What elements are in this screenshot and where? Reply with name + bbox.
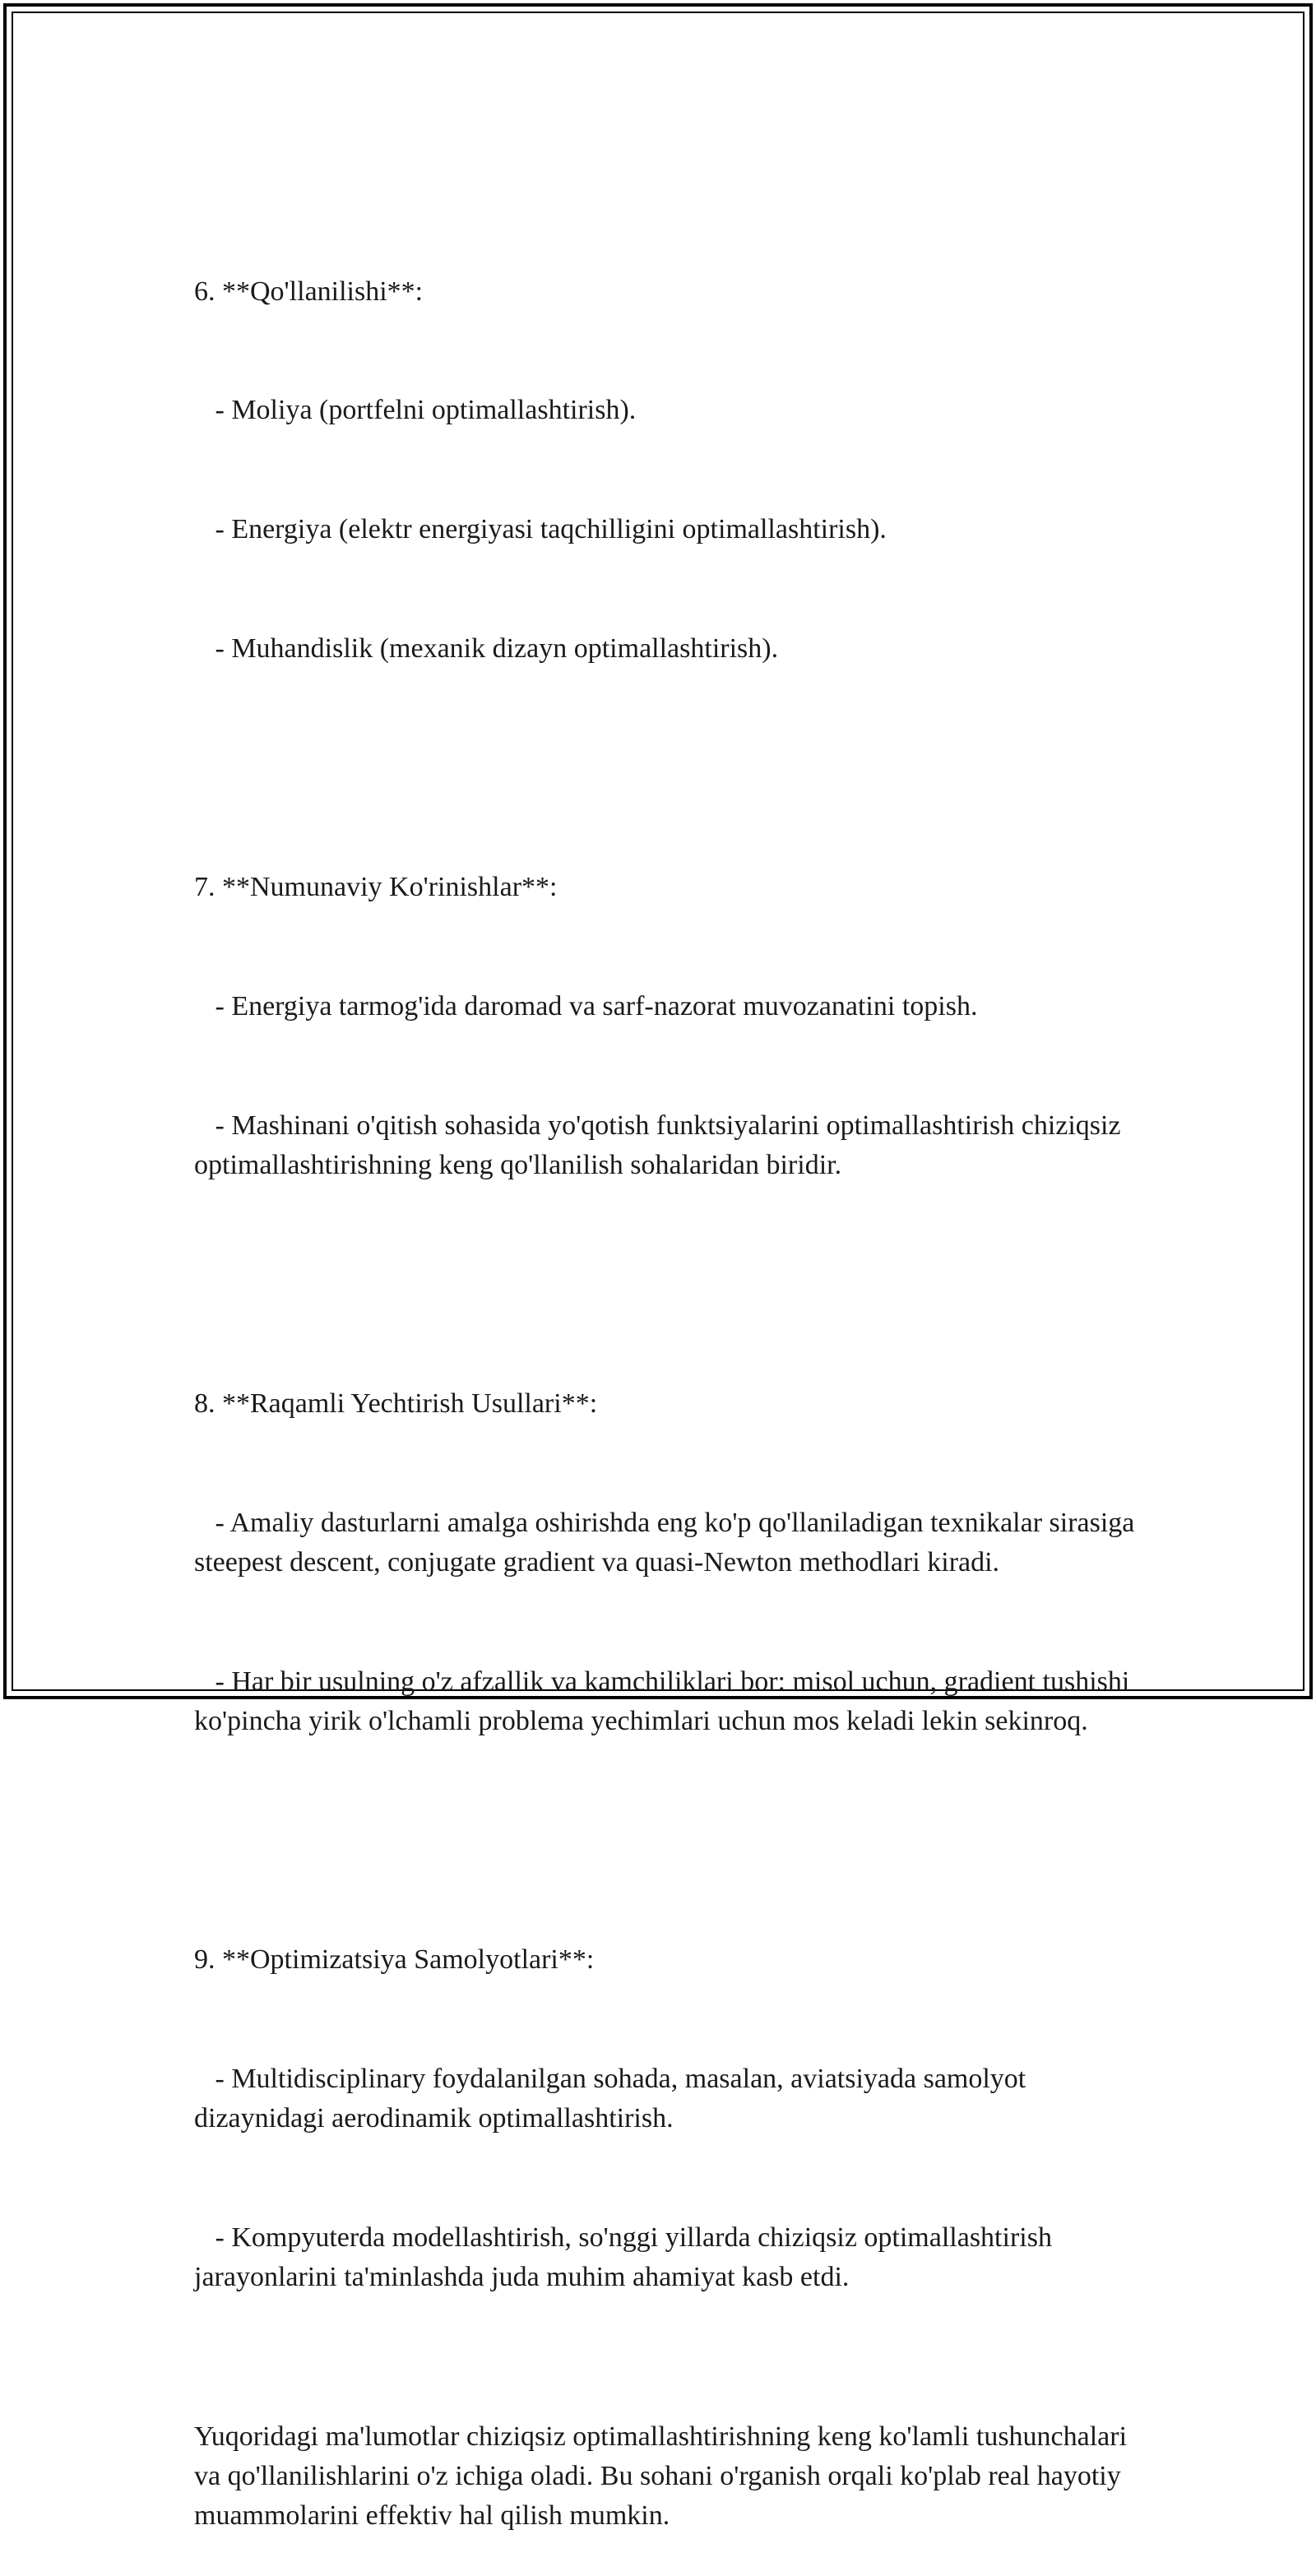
section-applications [194, 192, 1140, 748]
document-body [194, 192, 1140, 2576]
section-heading: 9. **Optimizatsiya Samolyotlari**: [194, 1944, 595, 1976]
list-item: - Energiya (elektr energiyasi taqchilligini optimallashtirish). [194, 514, 887, 545]
list-item: - Amaliy dasturlarni amalga oshirishda eng ko'p qo'llaniladigan texnikalar sirasiga steepest descent, conjugate gradient va quasi-Newton methodlari kiradi. [194, 1507, 1142, 1578]
list-item: - Mashinani o'qitish sohasida yo'qotish funktsiyalarini optimallashtirish chiziqsiz optimallashtirishning keng qo'llanilish sohalaridan biridir. [194, 1110, 1128, 1181]
section-optimization-aircraft [194, 1860, 1140, 2377]
section-heading: 7. **Numunaviy Ko'rinishlar**: [194, 872, 558, 903]
section-heading: 6. **Qo'llanilishi**: [194, 276, 424, 307]
section-examples [194, 788, 1140, 1265]
section-heading: 8. **Raqamli Yechtirish Usullari**: [194, 1388, 598, 1419]
section-numerical-methods [194, 1304, 1140, 1821]
conclusion-paragraph: Yuqoridagi ma'lumotlar chiziqsiz optimallashtirishning keng ko'lamli tushunchalari va qo'llanilishlarini o'z ichiga oladi. Bu sohani o'rganish orqali ko'plab real hayotiy muammolarini effektiv hal qilish mumkin. [194, 2421, 1134, 2532]
list-item: - Moliya (portfelni optimallashtirish). [194, 395, 637, 426]
list-item: - Muhandislik (mexanik dizayn optimallashtirish). [194, 633, 779, 665]
list-item: - Har bir usulning o'z afzallik va kamchiliklari bor: misol uchun, gradient tushishi ko'pincha yirik o'lchamli problema yechimlari uchun mos keladi lekin sekinroq. [194, 1666, 1137, 1737]
list-item: - Kompyuterda modellashtirish, so'nggi yillarda chiziqsiz optimallashtirish jarayonlarini ta'minlashda juda muhim ahamiyat kasb etdi. [194, 2222, 1059, 2293]
list-item: - Energiya tarmog'ida daromad va sarf-nazorat muvozanatini topish. [194, 990, 978, 1022]
list-item: - Multidisciplinary foydalanilgan sohada, masalan, aviatsiyada samolyot dizaynidagi aerodinamik optimallashtirish. [194, 2063, 1033, 2134]
